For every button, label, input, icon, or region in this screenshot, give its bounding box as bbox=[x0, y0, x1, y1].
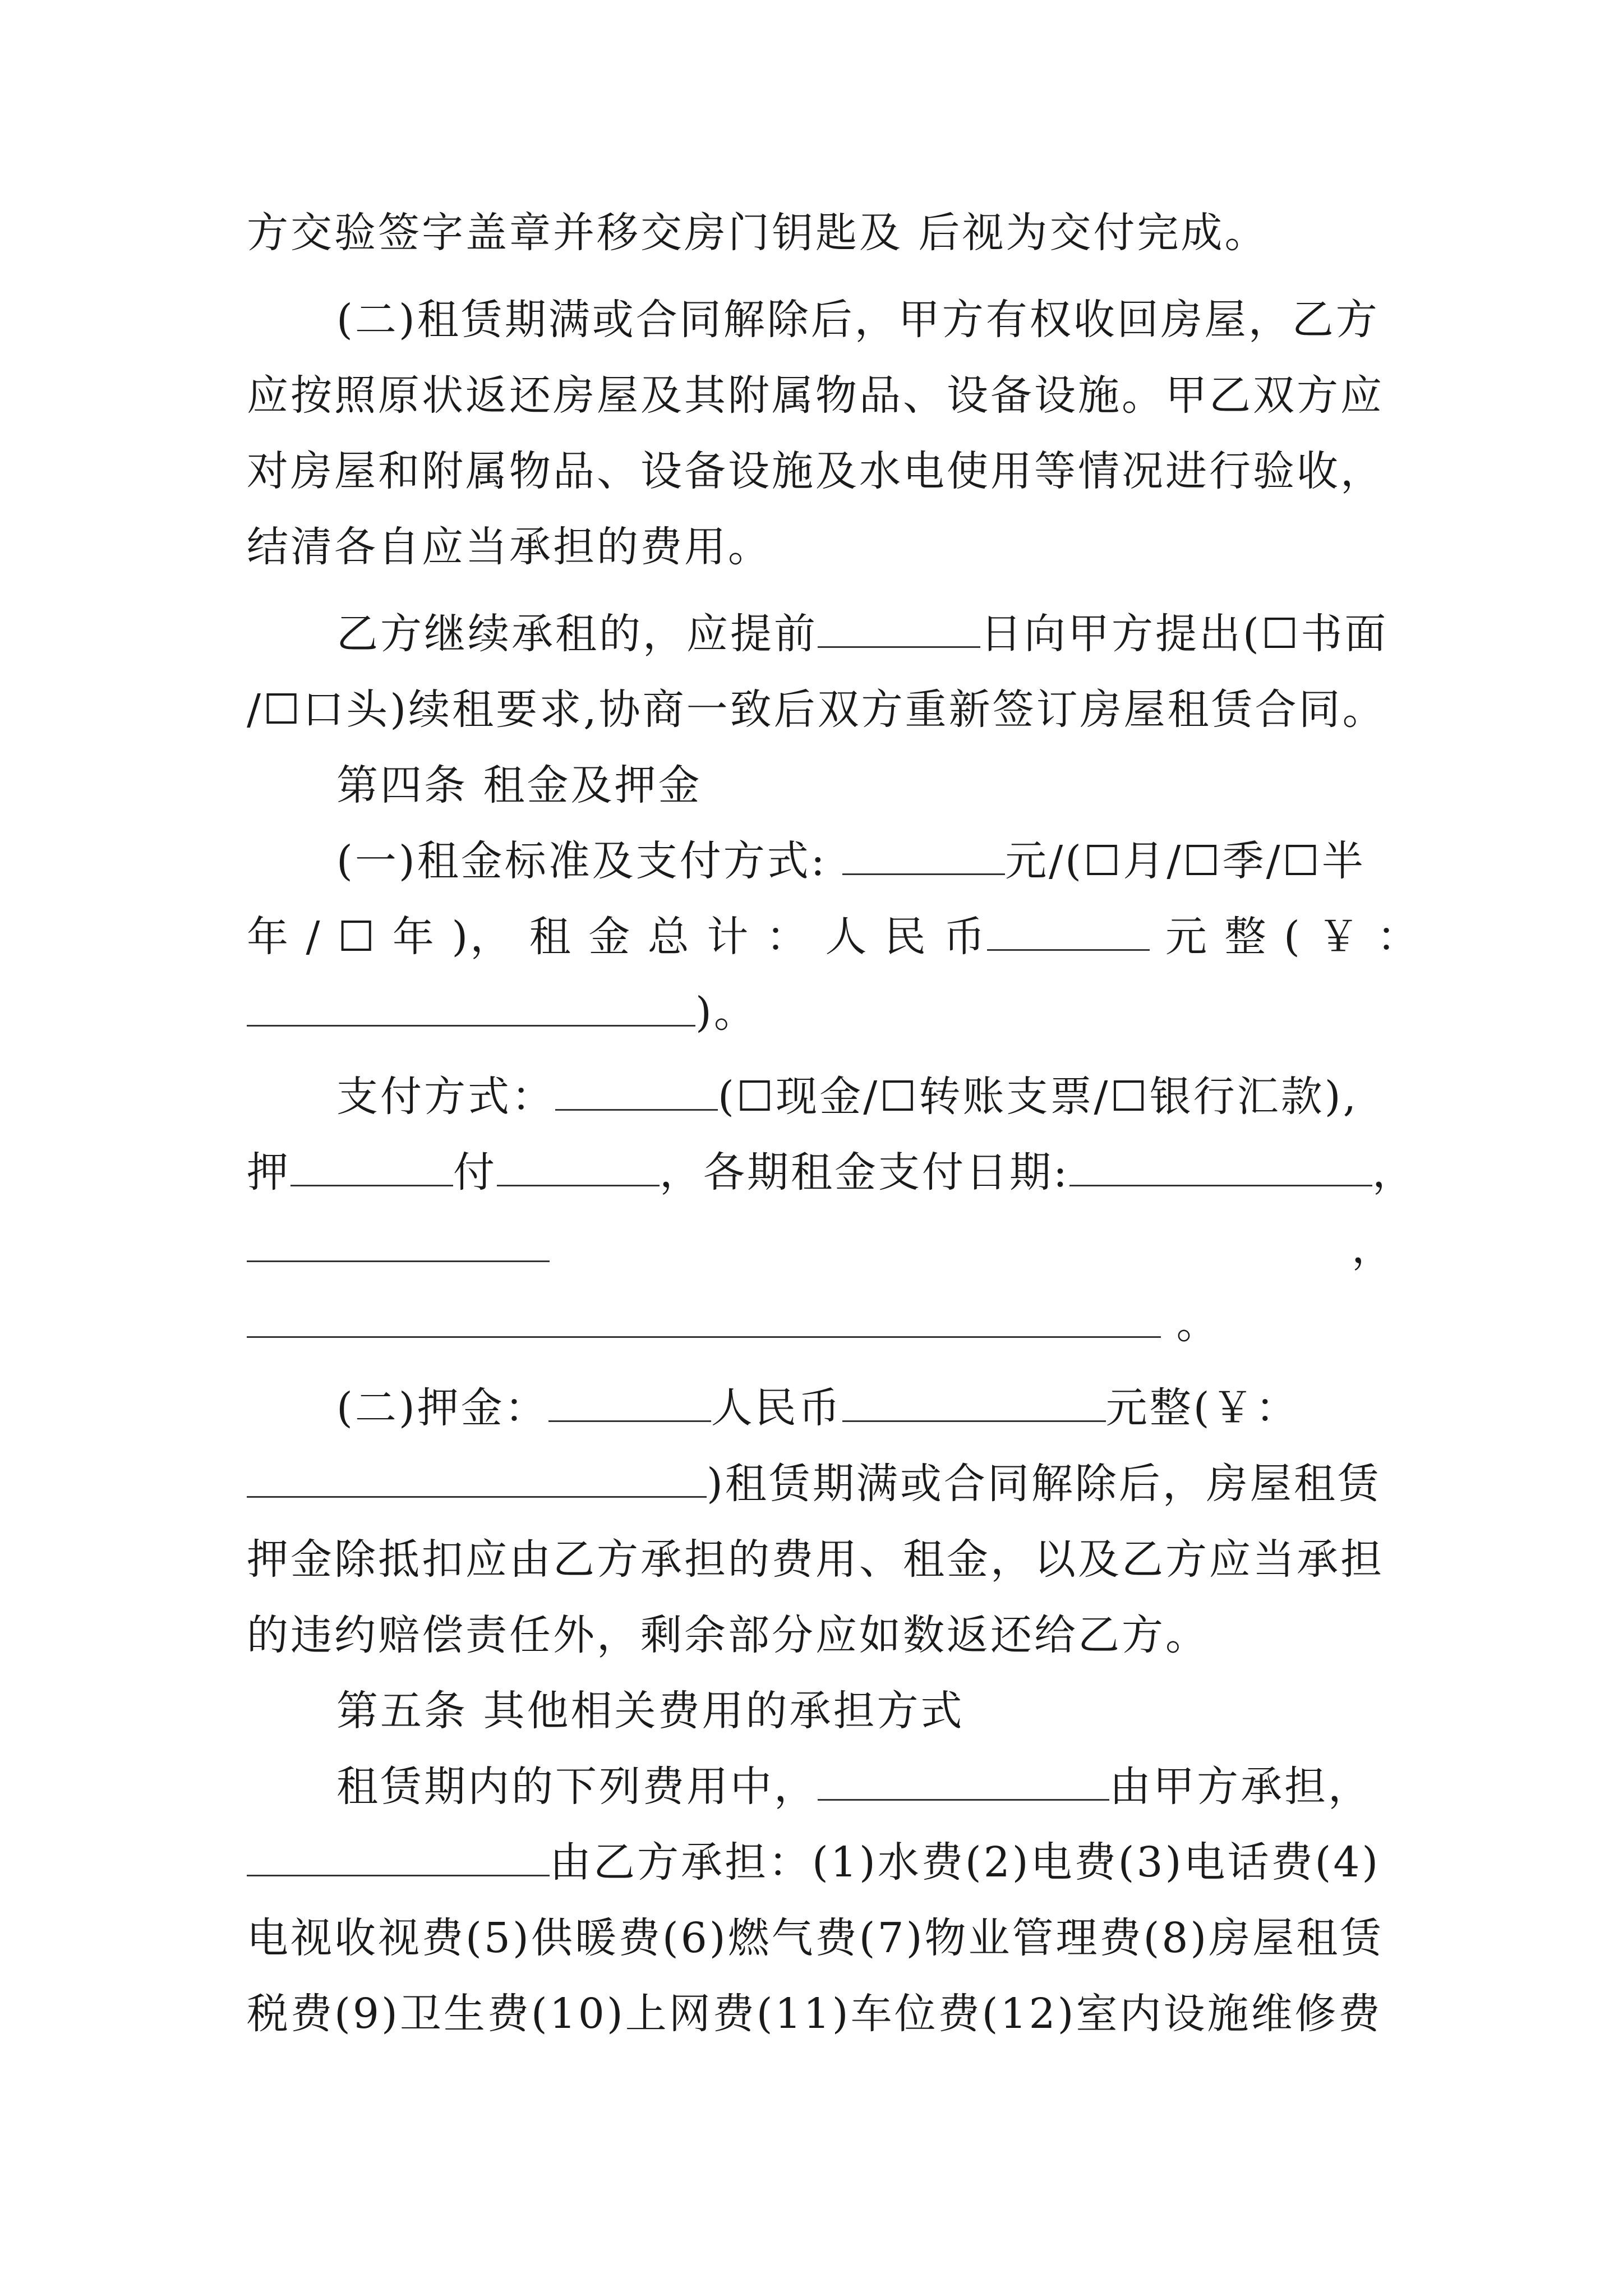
text: 元整(￥： bbox=[1105, 1384, 1299, 1432]
text: 元 整 ( ￥ ： bbox=[1165, 913, 1421, 961]
paragraph-line bbox=[247, 1456, 1381, 1512]
text: 电视收视费(5)供暖费(6)燃气费(7)物业管理费(8)房屋租赁 bbox=[247, 1914, 1384, 1962]
text: 结清各自应当承担的费用。 bbox=[247, 523, 772, 571]
text: 日向甲方提出(☐书面 bbox=[980, 610, 1389, 658]
paragraph-line bbox=[247, 1220, 1396, 1276]
text: 支付方式： bbox=[336, 1073, 555, 1121]
text: 乙方继续承租的，应提前 bbox=[336, 610, 818, 658]
blank-field[interactable] bbox=[247, 986, 695, 1027]
text: 。 bbox=[1176, 1300, 1220, 1348]
paragraph-line bbox=[247, 909, 1421, 965]
text: 由甲方承担， bbox=[1109, 1763, 1372, 1811]
paragraph-line bbox=[336, 1380, 1299, 1436]
blank-field[interactable] bbox=[247, 1835, 550, 1876]
paragraph-line bbox=[247, 1986, 1382, 2042]
text: 押 bbox=[247, 1148, 291, 1197]
text: 第五条 其他相关费用的承担方式 bbox=[336, 1687, 965, 1735]
text: ， bbox=[1372, 1148, 1416, 1197]
text: (☐现金/☐转账支票/☐银行汇款), bbox=[718, 1073, 1359, 1121]
text: 对房屋和附属物品、设备设施及水电使用等情况进行验收， bbox=[247, 447, 1384, 495]
text: /☐口头)续租要求,协商一致后双方重新签订房屋租赁合同。 bbox=[247, 685, 1386, 734]
paragraph-line bbox=[336, 1069, 1358, 1125]
blank-field[interactable] bbox=[1069, 1145, 1372, 1186]
section-heading bbox=[336, 757, 702, 813]
text: (二)租赁期满或合同解除后，甲方有权收回房屋，乙方 bbox=[336, 296, 1380, 344]
text: 押金除抵扣应由乙方承担的费用、租金，以及乙方应当承担 bbox=[247, 1535, 1384, 1584]
text: 第四条 租金及押金 bbox=[336, 761, 702, 809]
text: )租赁期满或合同解除后，房屋租赁 bbox=[707, 1460, 1381, 1508]
blank-field[interactable] bbox=[842, 1381, 1106, 1422]
text: 应按照原状返还房屋及其附属物品、设备设施。甲乙双方应 bbox=[247, 371, 1384, 420]
text: 的违约赔偿责任外，剩余部分应如数返还给乙方。 bbox=[247, 1611, 1209, 1659]
paragraph-line bbox=[247, 1910, 1384, 1966]
section-heading bbox=[336, 1683, 965, 1739]
text: (一)租金标准及支付方式: bbox=[336, 837, 827, 885]
blank-field[interactable] bbox=[987, 910, 1150, 951]
blank-field[interactable] bbox=[818, 1760, 1109, 1801]
text: 付 bbox=[453, 1148, 497, 1197]
paragraph-line bbox=[247, 1531, 1384, 1588]
paragraph-line bbox=[247, 984, 758, 1041]
blank-field[interactable] bbox=[842, 834, 1005, 875]
paragraph-line bbox=[247, 443, 1384, 499]
text: 租赁期内的下列费用中， bbox=[336, 1763, 818, 1811]
text: 方交验签字盖章并移交房门钥匙及 后视为交付完成。 bbox=[247, 209, 1269, 257]
paragraph-line bbox=[336, 606, 1388, 662]
paragraph-line bbox=[336, 1759, 1372, 1815]
text: ，各期租金支付日期: bbox=[660, 1148, 1069, 1197]
text: 由乙方承担：(1)水费(2)电费(3)电话费(4) bbox=[550, 1838, 1381, 1887]
text: 元/(☐月/☐季/☐半 bbox=[1005, 837, 1366, 885]
paragraph-line bbox=[247, 367, 1384, 424]
blank-field[interactable] bbox=[247, 1457, 707, 1498]
blank-field[interactable] bbox=[247, 1221, 550, 1262]
blank-field[interactable] bbox=[555, 1070, 718, 1111]
paragraph-line bbox=[247, 1144, 1416, 1200]
text: (二)押金： bbox=[336, 1384, 548, 1432]
text: 税费(9)卫生费(10)上网费(11)车位费(12)室内设施维修费 bbox=[247, 1990, 1382, 2038]
text: 人民币 bbox=[711, 1384, 842, 1432]
paragraph-line bbox=[247, 519, 772, 575]
blank-field[interactable] bbox=[548, 1381, 711, 1422]
blank-field[interactable] bbox=[818, 607, 980, 648]
paragraph-line bbox=[247, 1296, 1220, 1352]
text: )。 bbox=[695, 988, 758, 1037]
paragraph-line bbox=[247, 1834, 1380, 1890]
paragraph-line bbox=[336, 833, 1366, 889]
blank-field[interactable] bbox=[497, 1145, 660, 1186]
blank-field[interactable] bbox=[291, 1145, 453, 1186]
paragraph-line bbox=[247, 205, 1269, 261]
paragraph-line bbox=[247, 1607, 1209, 1663]
paragraph-line bbox=[247, 682, 1386, 738]
blank-field[interactable] bbox=[247, 1297, 1161, 1338]
text: ， bbox=[1352, 1224, 1395, 1272]
paragraph-line bbox=[336, 292, 1380, 348]
text: 年 / ☐ 年 )， 租 金 总 计 ： 人 民 币 bbox=[247, 913, 988, 961]
